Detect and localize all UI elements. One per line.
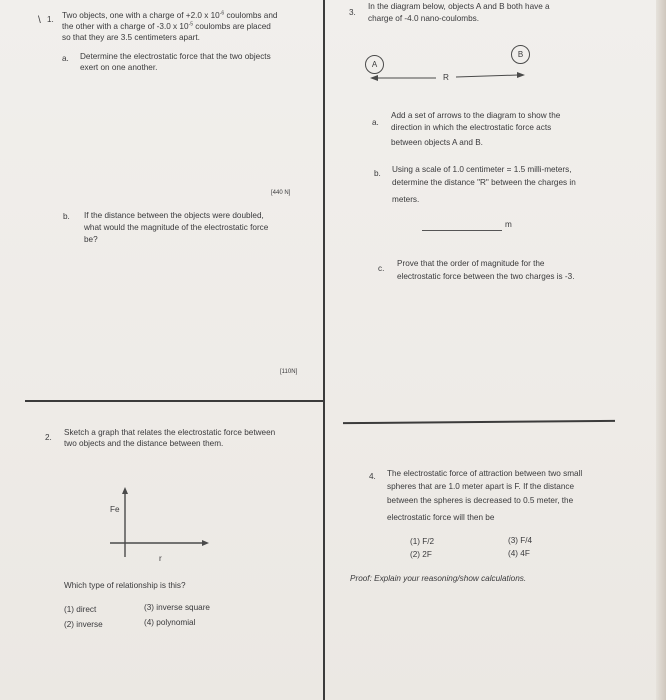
object-a: A [365, 55, 384, 74]
q4-option-2: (2) 2F [410, 550, 432, 559]
q1a-label: a. [62, 54, 69, 63]
x-axis-arrowhead [202, 540, 209, 546]
q3a-line1: Add a set of arrows to the diagram to show the [391, 111, 561, 120]
q2-line1: Sketch a graph that relates the electrostatic force between [64, 428, 276, 437]
object-b: B [511, 45, 530, 64]
q3b-unit: m [505, 220, 512, 229]
q3b-label: b. [374, 169, 381, 178]
q1-separator [25, 400, 324, 402]
q2-line2: two objects and the distance between them. [64, 439, 224, 448]
q1a-line1: Determine the electrostatic force that the two objects [80, 52, 271, 61]
q1b-answer: [110N] [280, 369, 298, 375]
q2-option-3: (3) inverse square [144, 603, 210, 612]
q3-number: 3. [349, 8, 356, 17]
check-mark: \ [38, 15, 41, 26]
q4-line4: electrostatic force will then be [387, 513, 495, 522]
q4-line3: between the spheres is decreased to 0.5 meter, the [387, 496, 574, 505]
q1b-line1: If the distance between the objects were doubled, [84, 211, 264, 220]
distance-label-r: R [443, 73, 449, 82]
q4-line2: spheres that are 1.0 meter apart is F. If the distance [387, 482, 575, 491]
q3-line1: In the diagram below, objects A and B both have a [368, 2, 550, 11]
q3b-answer-blank[interactable] [422, 230, 502, 231]
q3b-line2: determine the distance "R" between the charges in [392, 178, 576, 187]
distance-arrow-left-head [370, 75, 378, 81]
q4-proof-prompt: Proof: Explain your reasoning/show calculations. [350, 574, 527, 583]
q3b-line3: meters. [392, 195, 420, 204]
q1-line2: the other with a charge of -3.0 x $10^{-5}$ coulombs are placed [62, 21, 271, 31]
page-edge [656, 0, 666, 700]
q1a-line2: exert on one another. [80, 63, 158, 72]
q3c-line2: electrostatic force between the two charges is -3. [397, 272, 575, 281]
q1b-label: b. [63, 212, 70, 221]
q3b-line1: Using a scale of 1.0 centimeter = 1.5 milli-meters, [392, 165, 572, 174]
q3a-line3: between objects A and B. [391, 138, 483, 147]
q2-option-1: (1) direct [64, 605, 97, 614]
q4-number: 4. [369, 472, 376, 481]
q4-line1: The electrostatic force of attraction between two small [387, 469, 583, 478]
q1b-line3: be? [84, 235, 98, 244]
q2-x-axis-label: r [159, 554, 162, 563]
distance-arrow-right-head [517, 72, 525, 78]
q1-line3: so that they are 3.5 centimeters apart. [62, 33, 200, 42]
q2-question: Which type of relationship is this? [64, 581, 186, 590]
distance-arrow [370, 70, 530, 84]
q4-option-1: (1) F/2 [410, 537, 435, 546]
q4-option-3: (3) F/4 [508, 536, 533, 545]
q1-number: 1. [47, 15, 54, 24]
q3c-line1: Prove that the order of magnitude for the [397, 259, 545, 268]
q3-line2: charge of -4.0 nano-coulombs. [368, 14, 480, 23]
q2-y-axis-label: Fe [110, 505, 120, 514]
q3c-label: c. [378, 264, 385, 273]
q2-number: 2. [45, 433, 52, 442]
distance-arrow-right [456, 75, 518, 77]
y-axis-arrowhead [122, 487, 128, 494]
q3a-label: a. [372, 118, 379, 127]
q1-line1: Two objects, one with a charge of +2.0 x $10^{-6}$ coulombs and [62, 10, 278, 20]
column-divider [323, 0, 325, 700]
q2-graph [100, 487, 212, 569]
q2-option-4: (4) polynomial [144, 618, 196, 627]
q1b-line2: what would the magnitude of the electrostatic force [84, 223, 269, 232]
q4-option-4: (4) 4F [508, 549, 530, 558]
q1a-answer: [440 N] [271, 190, 291, 196]
q3a-line2: direction in which the electrostatic force acts [391, 123, 552, 132]
q2-option-2: (2) inverse [64, 620, 103, 629]
